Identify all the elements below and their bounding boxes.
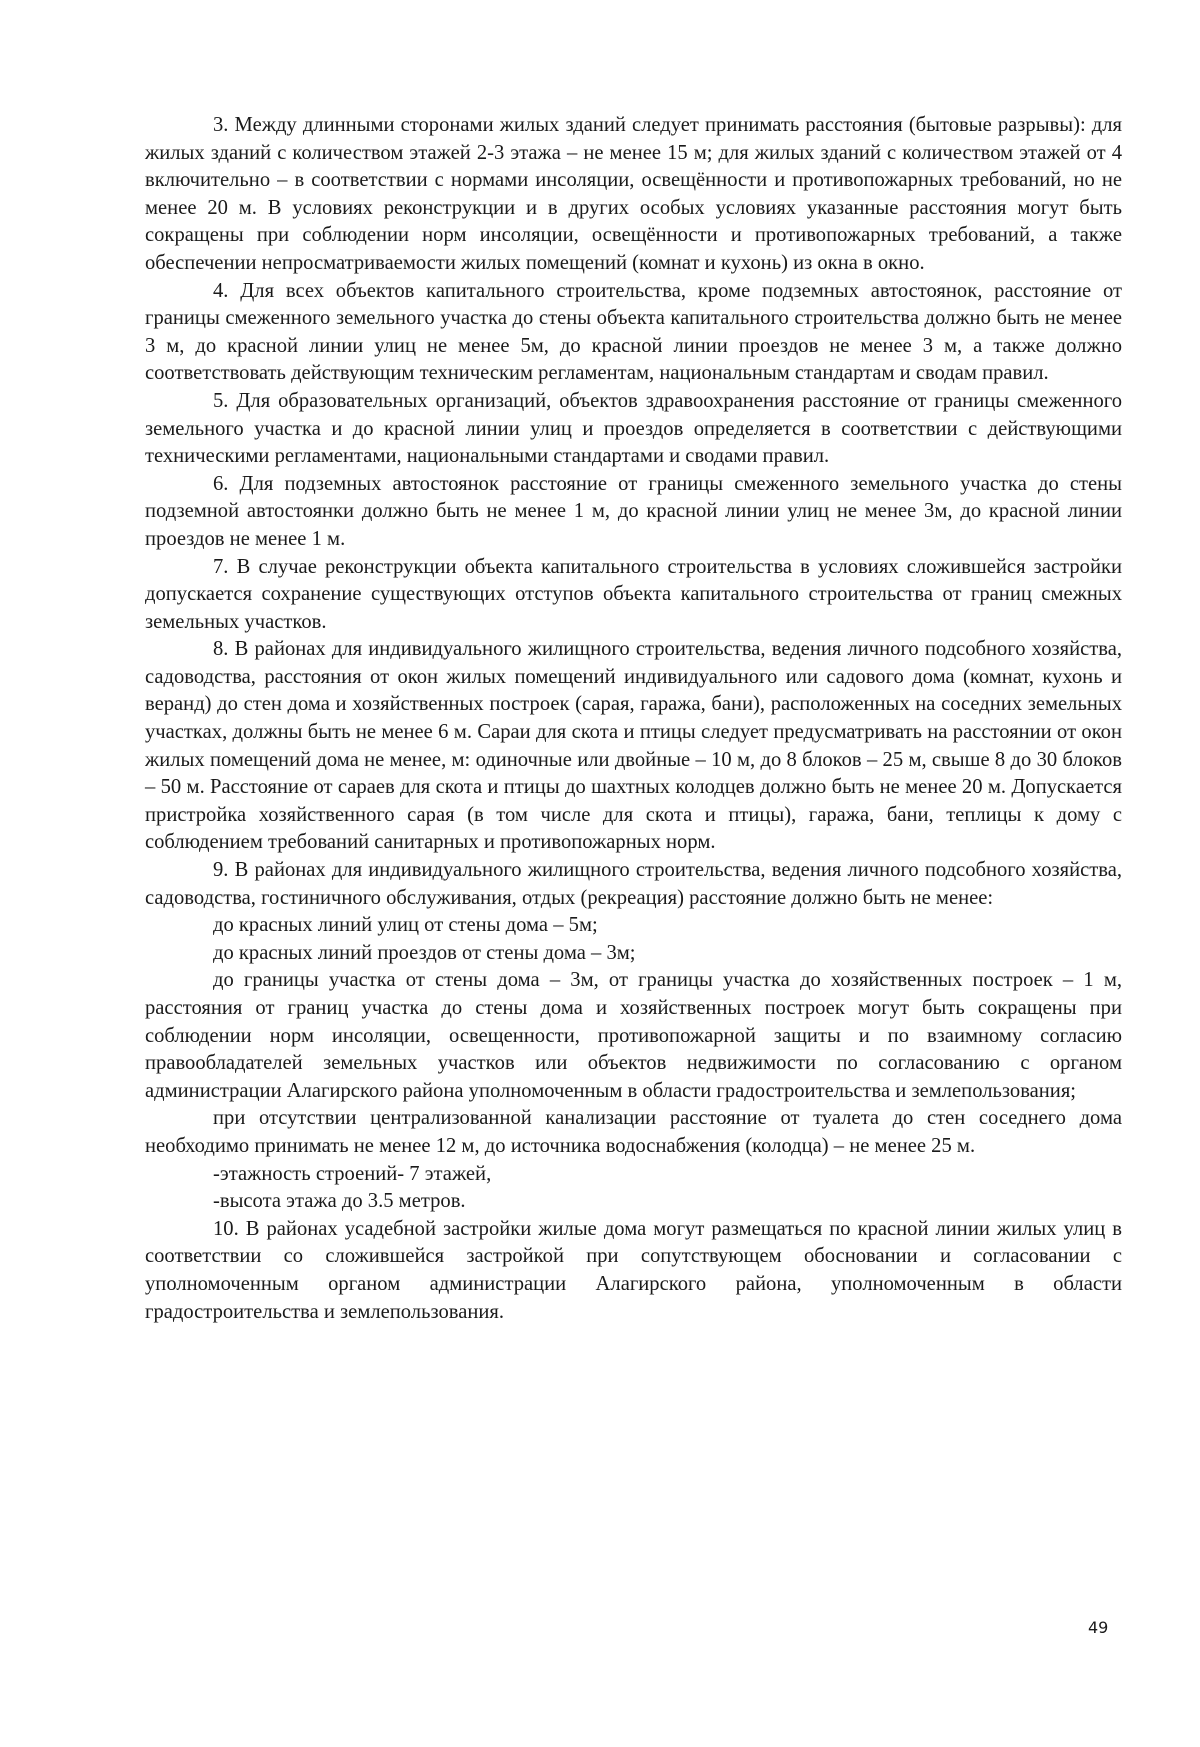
- floor-height-item: -высота этажа до 3.5 метров.: [213, 1190, 466, 1213]
- paragraph-8: 8. В районах для индивидуального жилищного строительства, ведения личного подсобного хозяйства, садоводства, расстояния от окон жилых помещений индивидуального или садового дома (комнат, кухонь и веранд) до стен дома и хозяйственных построек (сарая, гаража, бани), расположенных на соседних земельных участках, должны быть не менее 6 м. Сараи для скота и птицы следует предусматривать на расстоянии от окон жилых помещений дома не менее, м: одиночные или двойные – 10 м, до 8 блоков – 25 м, свыше 8 до 30 блоков – 50 м. Расстояние от сараев для скота и птицы до шахтных колодцев должно быть не менее 20 м. Допускается пристройка хозяйственного сарая (в том числе для скота и птицы), гаража, бани, теплицы к дому с соблюдением требований санитарных и противопожарных норм.: [145, 638, 1122, 854]
- document-body: [145, 112, 1122, 1326]
- paragraph-3: 3. Между длинными сторонами жилых зданий следует принимать расстояния (бытовые разрывы): для жилых зданий с количеством этажей 2-3 этажа – не менее 15 м; для жилых зданий с количеством этажей от 4 включительно – в соответствии с нормами инсоляции, освещённости и противопожарных требований, но не менее 20 м. В условиях реконструкции и в других особых условиях указанные расстояния могут быть сокращены при соблюдении норм инсоляции, освещённости и противопожарных требований, а также обеспечении непросматриваемости жилых помещений (комнат и кухонь) из окна в окно.: [145, 114, 1122, 274]
- distance-item-driveways: до красных линий проездов от стены дома – 3м;: [213, 941, 636, 964]
- paragraph-7: 7. В случае реконструкции объекта капитального строительства в условиях сложившейся застройки допускается сохранение существующих отступов объекта капитального строительства от границ смежных земельных участков.: [145, 555, 1122, 633]
- paragraph-6: 6. Для подземных автостоянок расстояние от границы смеженного земельного участка до стены подземной автостоянки должно быть не менее 1 м, до красной линии улиц не менее 3м, до красной линии проездов не менее 1 м.: [145, 472, 1122, 550]
- paragraph-5: 5. Для образовательных организаций, объектов здравоохранения расстояние от границы смеженного земельного участка и до красной линии улиц и проездов определяется в соответствии с действующими техническими регламентами, национальными стандартами и сводами правил.: [145, 389, 1122, 468]
- paragraph-10: 10. В районах усадебной застройки жилые дома могут размещаться по красной линии жилых улиц в соответствии со сложившейся застройкой при сопутствующем обосновании и согласовании с уполномоченным органом администрации Алагирского района, уполномоченным в области градостроительства и землепользования.: [145, 1217, 1122, 1323]
- distance-item-sewerage: при отсутствии централизованной канализации расстояние от туалета до стен соседнего дома необходимо принимать не менее 12 м, до источника водоснабжения (колодца) – не менее 25 м.: [145, 1107, 1122, 1157]
- paragraph-4: 4. Для всех объектов капитального строительства, кроме подземных автостоянок, расстояние от границы смеженного земельного участка до стены объекта капитального строительства должно быть не менее 3 м, до красной линии улиц не менее 5м, до красной линии проездов не менее 3 м, а также должно соответствовать действующим техническим регламентам, национальным стандартам и сводам правил.: [145, 279, 1122, 385]
- storeys-item: -этажность строений- 7 этажей,: [213, 1162, 492, 1185]
- distance-item-plot-boundary: до границы участка от стены дома – 3м, от границы участка до хозяйственных построек – 1 м, расстояния от границ участка до стены дома и хозяйственных построек могут быть сокращены при соблюдении норм инсоляции, освещенности, противопожарной защиты и по взаимному согласию правообладателей земельных участков или объектов недвижимости по согласованию с органом администрации Алагирского района уполномоченным в области градостроительства и землепользования;: [145, 969, 1122, 1102]
- page-number: 49: [1088, 1618, 1109, 1637]
- paragraph-9: 9. В районах для индивидуального жилищного строительства, ведения личного подсобного хозяйства, садоводства, гостиничного обслуживания, отдых (рекреация) расстояние должно быть не менее:: [145, 859, 1122, 909]
- distance-item-streets: до красных линий улиц от стены дома – 5м;: [213, 914, 598, 937]
